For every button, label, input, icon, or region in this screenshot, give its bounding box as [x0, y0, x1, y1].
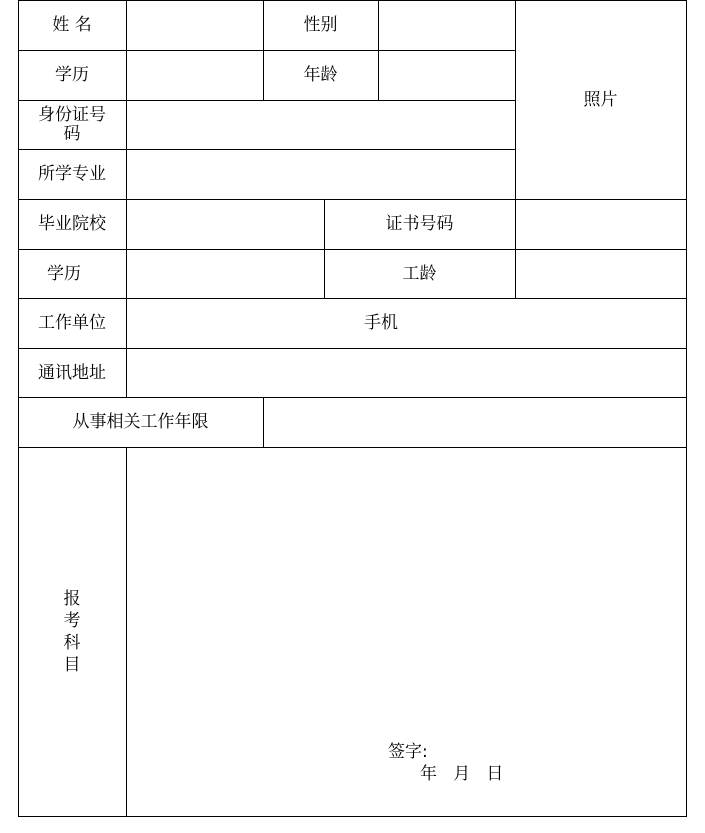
- major-label: 所学专业: [38, 164, 106, 184]
- related-years-field[interactable]: [263, 397, 686, 447]
- grid-line: [686, 0, 687, 817]
- id-number-field[interactable]: [126, 100, 515, 149]
- school-label: 毕业院校: [38, 214, 106, 234]
- photo-area[interactable]: [515, 0, 686, 199]
- education-label-2: 学历: [47, 263, 81, 284]
- education-label: 学历: [55, 65, 89, 85]
- work-years-field[interactable]: [515, 249, 686, 298]
- related-years-label: 从事相关工作年限: [72, 412, 209, 432]
- education-field[interactable]: [126, 50, 263, 100]
- certificate-label: 证书号码: [385, 214, 454, 234]
- id-number-label: 身份证号 码: [38, 104, 106, 144]
- mobile-label: 手机: [364, 313, 398, 333]
- school-field[interactable]: [126, 199, 324, 249]
- name-label: 姓 名: [52, 15, 92, 35]
- photo-label: 照片: [583, 89, 618, 110]
- employer-label: 工作单位: [38, 313, 106, 333]
- major-field[interactable]: [126, 149, 515, 199]
- gender-label: 性别: [303, 15, 338, 35]
- name-field[interactable]: [126, 0, 263, 50]
- work-years-label: 工龄: [402, 263, 437, 284]
- age-label: 年龄: [303, 65, 338, 85]
- education-field-2[interactable]: [126, 249, 324, 298]
- gender-field[interactable]: [378, 0, 515, 50]
- subject-label: 报 考 科 目: [63, 588, 81, 675]
- age-field[interactable]: [378, 50, 515, 100]
- address-label: 通讯地址: [38, 362, 106, 383]
- date-label: 年 月 日: [420, 764, 504, 784]
- certificate-field[interactable]: [515, 199, 686, 249]
- grid-line: [18, 816, 687, 817]
- signature-label: 签字:: [388, 742, 428, 762]
- address-field[interactable]: [126, 348, 686, 397]
